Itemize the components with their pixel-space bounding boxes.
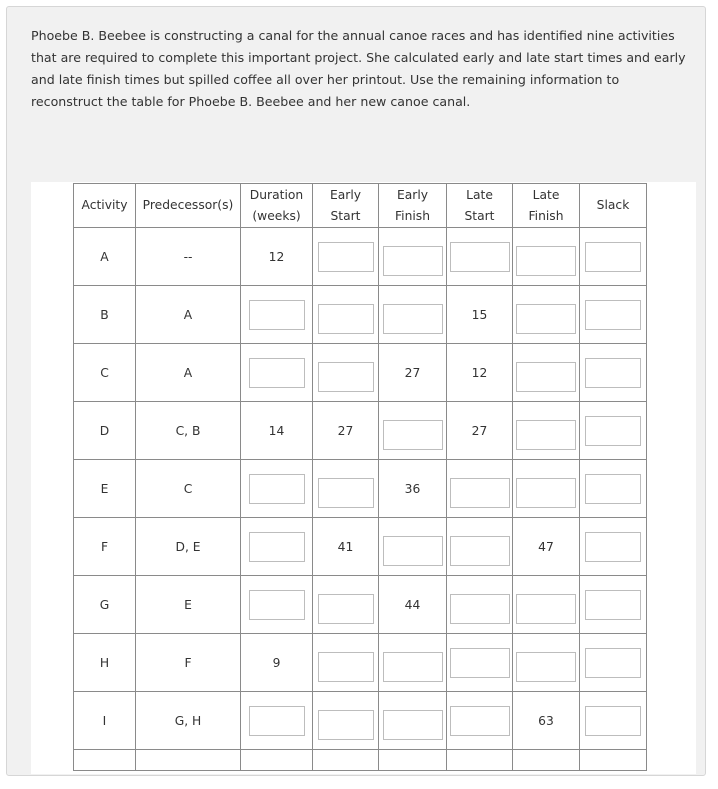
cell-predecessors <box>136 344 241 402</box>
cell-predecessors <box>136 228 241 286</box>
cell-late-finish <box>513 286 580 344</box>
duration-answer-box[interactable] <box>249 532 305 562</box>
cell-slack <box>580 228 647 286</box>
value-duration: 12 <box>268 249 285 264</box>
cell-duration <box>241 576 313 634</box>
value-predecessors: G, H <box>174 713 202 728</box>
table-row <box>74 634 647 692</box>
cell-duration <box>241 344 313 402</box>
table-row <box>74 576 647 634</box>
cell-late-finish <box>513 692 580 750</box>
value-activity: E <box>100 481 109 496</box>
activity-table <box>73 183 647 771</box>
cell-slack <box>580 518 647 576</box>
cell-predecessors <box>136 576 241 634</box>
value-predecessors: F <box>184 655 192 670</box>
cell-early-start <box>313 634 379 692</box>
cell-slack <box>580 402 647 460</box>
late-finish-answer-box[interactable] <box>516 594 576 624</box>
cell-duration <box>241 692 313 750</box>
header-slack: Slack <box>580 184 647 228</box>
duration-answer-box[interactable] <box>249 590 305 620</box>
cell-early-start <box>313 692 379 750</box>
cell-empty <box>74 750 136 771</box>
early-finish-answer-box[interactable] <box>383 536 443 566</box>
early-finish-answer-box[interactable] <box>383 304 443 334</box>
cell-late-start <box>447 228 513 286</box>
early-finish-answer-box[interactable] <box>383 710 443 740</box>
table-row <box>74 228 647 286</box>
duration-answer-box[interactable] <box>249 706 305 736</box>
header-late-finish: Late Finish <box>513 184 580 228</box>
cell-empty <box>447 750 513 771</box>
cell-late-start <box>447 286 513 344</box>
value-predecessors: -- <box>183 249 193 264</box>
late-start-answer-box[interactable] <box>450 648 510 678</box>
cell-late-finish <box>513 402 580 460</box>
cell-early-finish <box>379 228 447 286</box>
cell-predecessors <box>136 402 241 460</box>
cell-activity <box>74 286 136 344</box>
slack-answer-box[interactable] <box>585 416 641 446</box>
cell-early-finish <box>379 344 447 402</box>
cell-late-start <box>447 576 513 634</box>
late-start-answer-box[interactable] <box>450 242 510 272</box>
header-activity: Activity <box>74 184 136 228</box>
value-predecessors: C <box>183 481 193 496</box>
cell-empty <box>379 750 447 771</box>
cell-late-start <box>447 344 513 402</box>
cell-late-finish <box>513 576 580 634</box>
cell-activity <box>74 576 136 634</box>
table-row <box>74 344 647 402</box>
value-predecessors: E <box>184 597 192 612</box>
value-duration: 14 <box>268 423 285 438</box>
cell-early-start <box>313 286 379 344</box>
late-finish-answer-box[interactable] <box>516 362 576 392</box>
cell-early-start <box>313 228 379 286</box>
cell-early-finish <box>379 402 447 460</box>
slack-answer-box[interactable] <box>585 706 641 736</box>
value-late-start: 15 <box>471 307 488 322</box>
cell-early-start <box>313 576 379 634</box>
early-start-answer-box[interactable] <box>318 304 374 334</box>
cell-late-start <box>447 692 513 750</box>
early-start-answer-box[interactable] <box>318 362 374 392</box>
cell-late-start <box>447 460 513 518</box>
cell-early-finish <box>379 460 447 518</box>
late-finish-answer-box[interactable] <box>516 246 576 276</box>
late-start-answer-box[interactable] <box>450 478 510 508</box>
early-start-answer-box[interactable] <box>318 594 374 624</box>
late-finish-answer-box[interactable] <box>516 420 576 450</box>
table-row <box>74 460 647 518</box>
value-activity: I <box>102 713 107 728</box>
value-early-start: 27 <box>337 423 354 438</box>
slack-answer-box[interactable] <box>585 300 641 330</box>
cell-empty <box>580 750 647 771</box>
value-late-start: 12 <box>471 365 488 380</box>
cell-activity <box>74 344 136 402</box>
value-activity: A <box>100 249 109 264</box>
cell-empty <box>136 750 241 771</box>
value-predecessors: D, E <box>175 539 201 554</box>
cell-predecessors <box>136 634 241 692</box>
header-late-start: Late Start <box>447 184 513 228</box>
late-start-answer-box[interactable] <box>450 536 510 566</box>
table-row <box>74 286 647 344</box>
cell-early-finish <box>379 286 447 344</box>
early-start-answer-box[interactable] <box>318 478 374 508</box>
cell-activity <box>74 692 136 750</box>
cell-activity <box>74 460 136 518</box>
table-row <box>74 518 647 576</box>
cell-activity <box>74 518 136 576</box>
value-activity: G <box>99 597 110 612</box>
cell-activity <box>74 634 136 692</box>
early-start-answer-box[interactable] <box>318 242 374 272</box>
cell-late-finish <box>513 518 580 576</box>
value-early-start: 41 <box>337 539 354 554</box>
value-predecessors: A <box>183 307 193 322</box>
cell-late-finish <box>513 634 580 692</box>
value-late-finish: 47 <box>538 539 554 554</box>
table-row <box>74 402 647 460</box>
value-activity: F <box>100 539 109 554</box>
value-early-finish: 36 <box>404 481 421 496</box>
cell-late-finish <box>513 460 580 518</box>
cell-early-start <box>313 344 379 402</box>
cell-empty <box>241 750 313 771</box>
cell-early-finish <box>379 634 447 692</box>
cell-predecessors <box>136 460 241 518</box>
header-duration: Duration (weeks) <box>241 184 313 228</box>
early-start-answer-box[interactable] <box>318 652 374 682</box>
cell-slack <box>580 576 647 634</box>
cell-early-finish <box>379 518 447 576</box>
question-text: Phoebe B. Beebee is constructing a canal for the annual canoe races and has identified nine activities that are required to complete this important project. She calculated early and late start times and early and late finish times but spilled coffee all over her printout. Use the remaining information to reconstruct the table for Phoebe B. Beebee and her new canoe canal. <box>31 28 686 109</box>
slack-answer-box[interactable] <box>585 242 641 272</box>
slack-answer-box[interactable] <box>585 648 641 678</box>
cell-early-finish <box>379 692 447 750</box>
cell-duration <box>241 460 313 518</box>
cell-slack <box>580 634 647 692</box>
cell-early-start <box>313 402 379 460</box>
cell-early-start <box>313 460 379 518</box>
late-finish-answer-box[interactable] <box>516 478 576 508</box>
cell-activity <box>74 402 136 460</box>
slack-answer-box[interactable] <box>585 590 641 620</box>
value-early-finish: 27 <box>404 365 421 380</box>
value-late-finish: 63 <box>538 713 554 728</box>
cell-duration <box>241 634 313 692</box>
header-early-start: Early Start <box>313 184 379 228</box>
cell-slack <box>580 286 647 344</box>
late-start-answer-box[interactable] <box>450 706 510 736</box>
late-start-answer-box[interactable] <box>450 594 510 624</box>
value-activity: B <box>100 307 109 322</box>
slack-answer-box[interactable] <box>585 532 641 562</box>
header-predecessors: Predecessor(s) <box>136 184 241 228</box>
slack-answer-box[interactable] <box>585 474 641 504</box>
slack-answer-box[interactable] <box>585 358 641 388</box>
value-activity: D <box>99 423 110 438</box>
late-finish-answer-box[interactable] <box>516 304 576 334</box>
cell-empty <box>513 750 580 771</box>
value-activity: C <box>100 365 109 380</box>
cell-slack <box>580 460 647 518</box>
header-row <box>74 184 647 228</box>
cell-slack <box>580 344 647 402</box>
cell-late-start <box>447 518 513 576</box>
cell-predecessors <box>136 286 241 344</box>
header-early-finish: Early Finish <box>379 184 447 228</box>
question-panel <box>6 6 706 776</box>
late-finish-answer-box[interactable] <box>516 652 576 682</box>
table-container <box>31 182 696 774</box>
cell-empty <box>313 750 379 771</box>
value-late-start: 27 <box>471 423 488 438</box>
cell-early-finish <box>379 576 447 634</box>
cell-late-start <box>447 634 513 692</box>
duration-answer-box[interactable] <box>249 474 305 504</box>
cell-late-finish <box>513 344 580 402</box>
cell-duration <box>241 518 313 576</box>
value-predecessors: A <box>183 365 193 380</box>
value-activity: H <box>99 655 110 670</box>
cell-predecessors <box>136 518 241 576</box>
value-early-finish: 44 <box>404 597 421 612</box>
cell-duration <box>241 286 313 344</box>
cell-duration <box>241 402 313 460</box>
cell-predecessors <box>136 692 241 750</box>
early-finish-answer-box[interactable] <box>383 652 443 682</box>
value-predecessors: C, B <box>175 423 201 438</box>
cell-duration <box>241 228 313 286</box>
early-finish-answer-box[interactable] <box>383 246 443 276</box>
duration-answer-box[interactable] <box>249 300 305 330</box>
early-start-answer-box[interactable] <box>318 710 374 740</box>
duration-answer-box[interactable] <box>249 358 305 388</box>
cell-late-finish <box>513 228 580 286</box>
early-finish-answer-box[interactable] <box>383 420 443 450</box>
cell-early-start <box>313 518 379 576</box>
table-row <box>74 692 647 750</box>
cell-slack <box>580 692 647 750</box>
value-duration: 9 <box>272 655 281 670</box>
cell-activity <box>74 228 136 286</box>
cell-late-start <box>447 402 513 460</box>
table-row-trailing <box>74 750 647 771</box>
